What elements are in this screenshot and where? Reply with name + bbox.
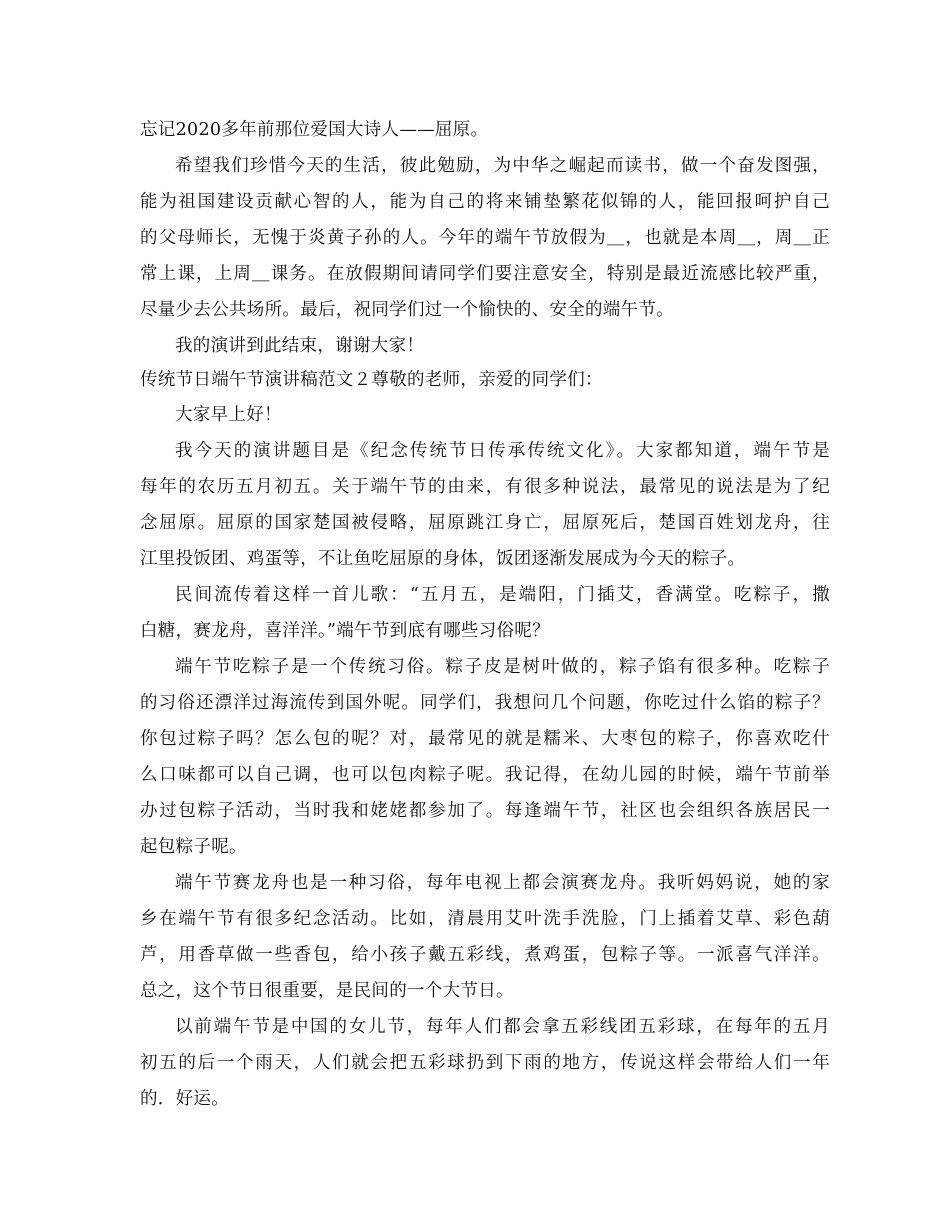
text-line: 芦，用香草做一些香包，给小孩子戴五彩线，煮鸡蛋，包粽子等。一派喜气洋洋。 bbox=[140, 945, 830, 965]
text-line: 的习俗还漂洋过海流传到国外呢。同学们，我想问几个问题，你吃过什么馅的粽子？ bbox=[140, 693, 830, 713]
text-line: 你包过粽子吗？怎么包的呢？对，最常见的就是糯米、大枣包的粽子，你喜欢吃什 bbox=[140, 729, 830, 749]
text-line: 乡在端午节有很多纪念活动。比如，清晨用艾叶洗手洗脸，门上插着艾草、彩色葫 bbox=[140, 909, 830, 929]
text-line: 能为祖国建设贡献心智的人，能为自己的将来铺垫繁花似锦的人，能回报呵护自己 bbox=[140, 192, 830, 212]
paragraph-first-line: 端午节赛龙舟也是一种习俗，每年电视上都会演赛龙舟。我听妈妈说，她的家 bbox=[175, 873, 830, 893]
text-line: 常上课，上周＿课务。在放假期间请同学们要注意安全，特别是最近流感比较严重， bbox=[140, 264, 830, 284]
text-line: 白糖，赛龙舟，喜洋洋。”端午节到底有哪些习俗呢？ bbox=[140, 621, 550, 641]
text-line: 的．好运。 bbox=[140, 1089, 229, 1109]
text-line: 办过包粽子活动，当时我和姥姥都参加了。每逢端午节，社区也会组织各族居民一 bbox=[140, 801, 830, 821]
paragraph-first-line: 我今天的演讲题目是《纪念传统节日传承传统文化》。大家都知道，端午节是 bbox=[175, 441, 830, 461]
paragraph-first-line: 以前端午节是中国的女儿节，每年人们都会拿五彩线团五彩球，在每年的五月 bbox=[175, 1017, 830, 1037]
text-line: 念屈原。屈原的国家楚国被侵略，屈原跳江身亡，屈原死后，楚国百姓划龙舟，往 bbox=[140, 513, 830, 533]
paragraph-first-line: 端午节吃粽子是一个传统习俗。粽子皮是树叶做的，粽子馅有很多种。吃粽子 bbox=[175, 657, 830, 677]
section-heading-line: 传统节日端午节演讲稿范文２尊敬的老师，亲爱的同学们： bbox=[140, 370, 603, 390]
paragraph-first-line: 民间流传着这样一首儿歌：“五月五，是端阳，门插艾，香满堂。吃粽子，撒 bbox=[175, 585, 830, 605]
text-line: 的父母师长，无愧于炎黄子孙的人。今年的端午节放假为＿，也就是本周＿，周＿正 bbox=[140, 228, 830, 248]
text-line: 每年的农历五月初五。关于端午节的由来，有很多种说法，最常见的说法是为了纪 bbox=[140, 477, 830, 497]
text-line: 总之，这个节日很重要，是民间的一个大节日。 bbox=[140, 981, 514, 1001]
text-line: 初五的后一个雨天，人们就会把五彩球扔到下雨的地方，传说这样会带给人们一年 bbox=[140, 1053, 830, 1073]
text-line: 么口味都可以自己调，也可以包肉粽子呢。我记得，在幼儿园的时候，端午节前举 bbox=[140, 765, 830, 785]
text-line: 起包粽子呢。 bbox=[140, 837, 247, 857]
paragraph-first-line: 我的演讲到此结束，谢谢大家！ bbox=[175, 336, 425, 356]
paragraph-first-line: 希望我们珍惜今天的生活，彼此勉励，为中华之崛起而读书，做一个奋发图强， bbox=[175, 156, 830, 176]
text-line: 江里投饭团、鸡蛋等，不让鱼吃屈原的身体，饭团逐渐发展成为今天的粽子。 bbox=[140, 549, 746, 569]
text-line: 尽量少去公共场所。最后，祝同学们过一个愉快的、安全的端午节。 bbox=[140, 300, 674, 320]
greeting-line: 大家早上好！ bbox=[175, 405, 282, 425]
text-line: 忘记2020多年前那位爱国大诗人——屈原。 bbox=[140, 120, 489, 140]
